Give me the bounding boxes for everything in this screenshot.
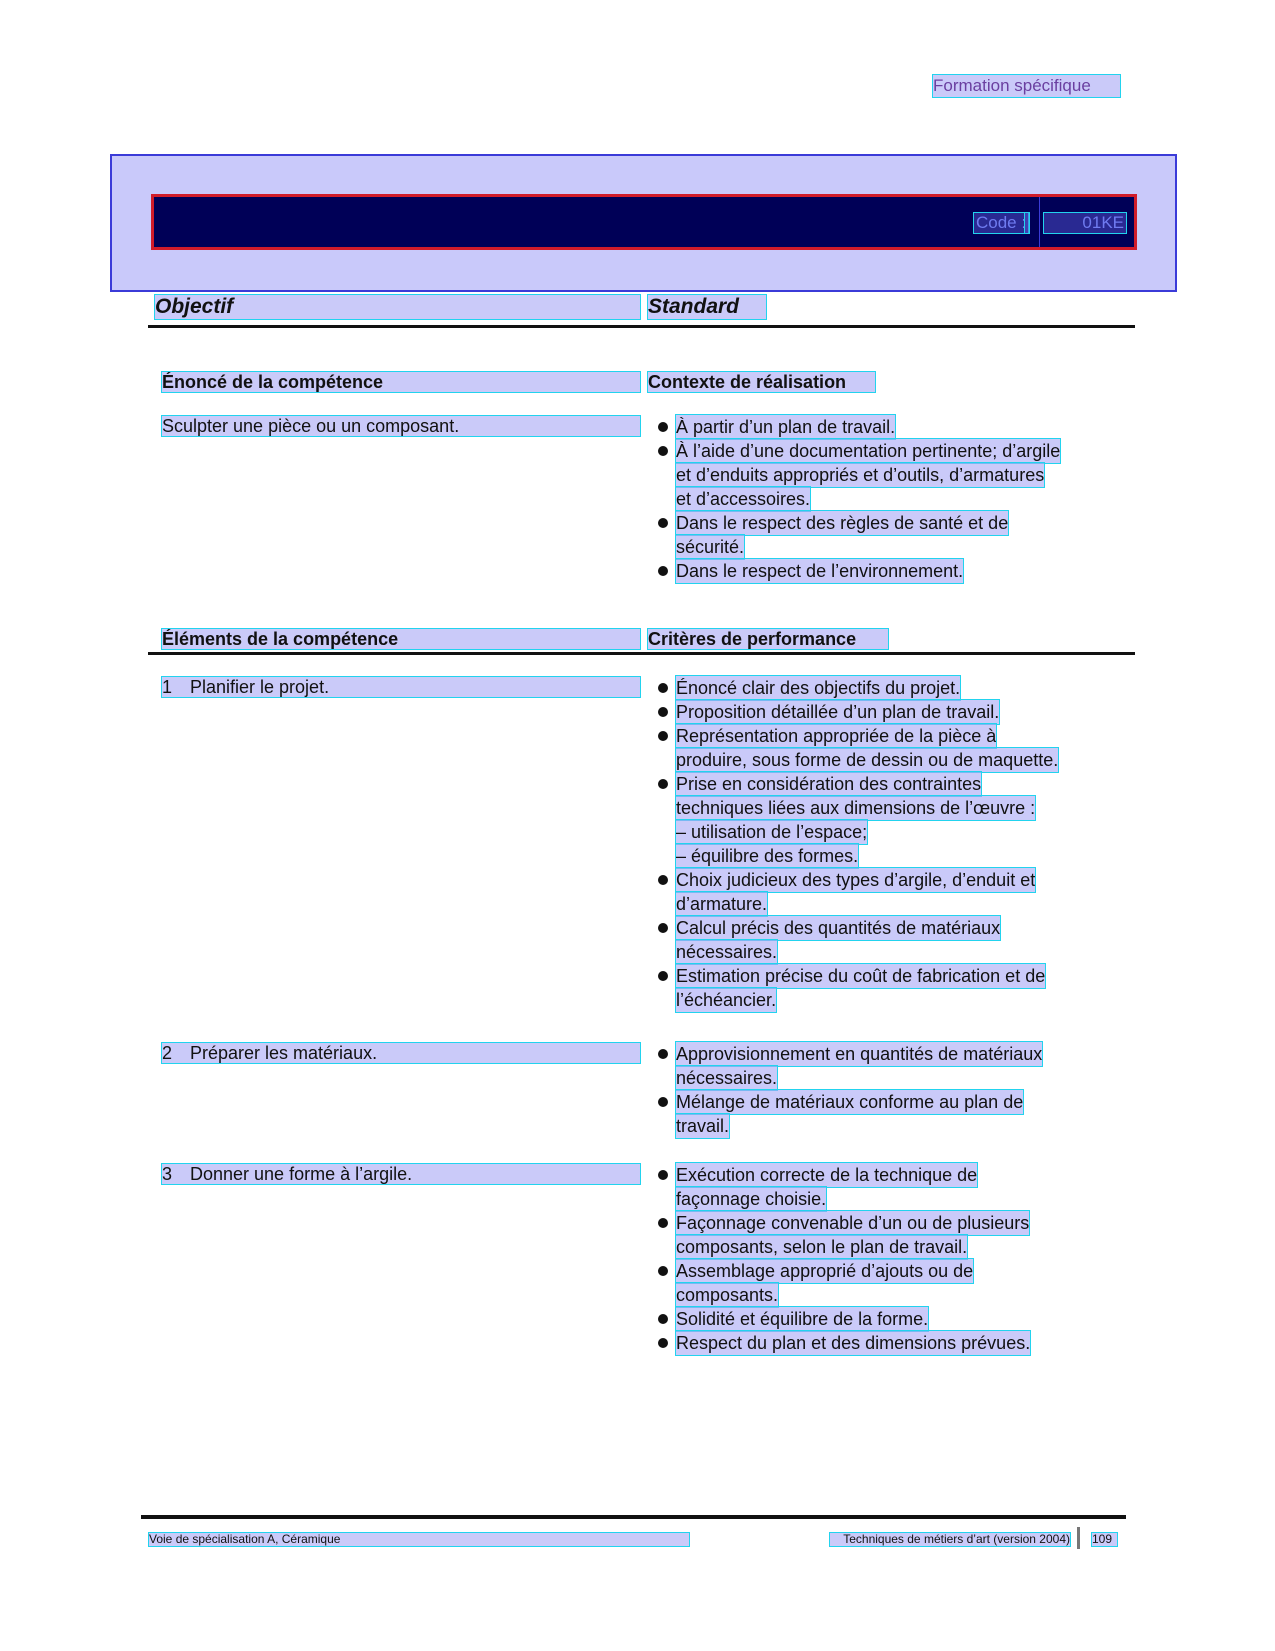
bullet-text: sécurité. [676,537,745,557]
banner-divider [1039,197,1040,247]
heading-rule [148,325,1135,328]
element-number: 2 [162,1043,173,1063]
bullet-item [654,868,1058,892]
bullet-text: Énoncé clair des objectifs du projet. [676,678,961,698]
bullet-icon [658,1097,668,1107]
bullet-item [654,772,1058,796]
bullet-item-continuation [654,820,1058,844]
bullet-text: et d’accessoires. [676,489,811,509]
bullet-item-continuation [654,1235,1030,1259]
statement-text: Sculpter une pièce ou un composant. [162,416,640,436]
bullet-item [654,439,1060,463]
bullet-item [654,964,1058,988]
bullet-text: d’armature. [676,894,768,914]
footer-left: Voie de spécialisation A, Céramique [149,1533,689,1546]
bullet-text: Exécution correcte de la technique de [676,1165,978,1185]
page-number: 109 [1092,1533,1117,1546]
bullet-text: Dans le respect de l’environnement. [676,561,964,581]
bullet-icon [658,518,668,528]
element-3 [162,1164,640,1184]
bullet-icon [658,422,668,432]
bullet-icon [658,971,668,981]
bullet-item [654,1211,1030,1235]
bullet-icon [658,731,668,741]
bullet-item-continuation [654,1187,1030,1211]
bullet-text: l’échéancier. [676,990,777,1010]
bullet-text: À l’aide d’une documentation pertinente; d’argile [676,441,1061,461]
bullet-item [654,1307,1030,1331]
bullet-icon [658,1314,668,1324]
bullet-item [654,1090,1042,1114]
bullet-item [654,1259,1030,1283]
bullet-item-continuation [654,1066,1042,1090]
bullet-item [654,700,1058,724]
elements-title: Éléments de la compétence [162,629,640,649]
bullet-text: Approvisionnement en quantités de matériaux [676,1044,1043,1064]
bullet-item-continuation [654,940,1058,964]
bullet-text: Estimation précise du coût de fabrication et de [676,966,1046,986]
bullet-text: Proposition détaillée d’un plan de travail. [676,702,1000,722]
bullet-text: – équilibre des formes. [676,846,859,866]
bullet-item-continuation [654,988,1058,1012]
statement-title: Énoncé de la compétence [162,372,640,392]
element-2 [162,1043,640,1063]
bullet-icon [658,923,668,933]
bullet-text: Respect du plan et des dimensions prévues. [676,1333,1031,1353]
bullet-text: et d’enduits appropriés et d’outils, d’armatures [676,465,1045,485]
context-list [654,415,1060,583]
competency-banner [110,154,1177,292]
bullet-text: – utilisation de l’espace; [676,822,868,842]
bullet-item-continuation [654,535,1060,559]
bullet-item [654,724,1058,748]
bullet-text: travail. [676,1116,730,1136]
bullet-icon [658,1338,668,1348]
element-number: 1 [162,677,173,697]
bullet-icon [658,1049,668,1059]
element-number: 3 [162,1164,173,1184]
bullet-icon [658,1266,668,1276]
bullet-item-continuation [654,463,1060,487]
element-1 [162,677,640,697]
element-label: Préparer les matériaux. [190,1043,378,1063]
element-label: Donner une forme à l’argile. [190,1164,413,1184]
bullet-item [654,415,1060,439]
bullet-text: techniques liées aux dimensions de l’œuvre : [676,798,1036,818]
bullet-icon [658,1170,668,1180]
bullet-item-continuation [654,1114,1042,1138]
bullet-item-continuation [654,796,1058,820]
context-title: Contexte de réalisation [648,372,875,392]
bullet-item [654,676,1058,700]
bullet-text: À partir d’un plan de travail. [676,417,896,437]
bullet-text: Façonnage convenable d’un ou de plusieurs [676,1213,1030,1233]
footer-right: Techniques de métiers d’art (version 2004) [830,1533,1070,1546]
bullet-text: Prise en considération des contraintes [676,774,982,794]
bullet-text: composants. [676,1285,779,1305]
bullet-item [654,1331,1030,1355]
bullet-icon [658,446,668,456]
footer-separator [1077,1527,1080,1549]
bullet-icon [658,566,668,576]
bullet-text: façonnage choisie. [676,1189,827,1209]
footer-rule [141,1515,1126,1519]
bullet-icon [658,683,668,693]
bullet-text: produire, sous forme de dessin ou de maquette. [676,750,1059,770]
bullet-item [654,511,1060,535]
bullet-text: composants, selon le plan de travail. [676,1237,968,1257]
bullet-item [654,559,1060,583]
bullet-item [654,1042,1042,1066]
bullet-text: Solidité et équilibre de la forme. [676,1309,929,1329]
code-separator [1025,213,1029,233]
code-value: 01KE [1044,213,1126,233]
running-head: Formation spécifique [933,75,1120,97]
bullet-text: Calcul précis des quantités de matériaux [676,918,1001,938]
table-header-rule [148,652,1135,655]
competency-title-bar [151,194,1137,250]
bullet-item-continuation [654,487,1060,511]
criteria-title: Critères de performance [648,629,888,649]
bullet-text: Représentation appropriée de la pièce à [676,726,997,746]
bullet-text: Mélange de matériaux conforme au plan de [676,1092,1024,1112]
bullet-text: Choix judicieux des types d’argile, d’enduit et [676,870,1036,890]
standard-heading: Standard [648,295,766,319]
element-label: Planifier le projet. [190,677,330,697]
objective-heading: Objectif [155,295,640,319]
bullet-item-continuation [654,892,1058,916]
bullet-text: nécessaires. [676,1068,778,1088]
bullet-icon [658,779,668,789]
bullet-item [654,1163,1030,1187]
criteria-list-2 [654,1042,1042,1138]
bullet-item [654,916,1058,940]
bullet-item-continuation [654,748,1058,772]
code-label: Code : [976,213,1027,232]
criteria-list-1 [654,676,1058,1012]
criteria-list-3 [654,1163,1030,1355]
bullet-icon [658,707,668,717]
bullet-item-continuation [654,1283,1030,1307]
bullet-text: nécessaires. [676,942,778,962]
bullet-icon [658,1218,668,1228]
bullet-text: Assemblage approprié d’ajouts ou de [676,1261,974,1281]
bullet-item-continuation [654,844,1058,868]
bullet-text: Dans le respect des règles de santé et de [676,513,1009,533]
bullet-icon [658,875,668,885]
